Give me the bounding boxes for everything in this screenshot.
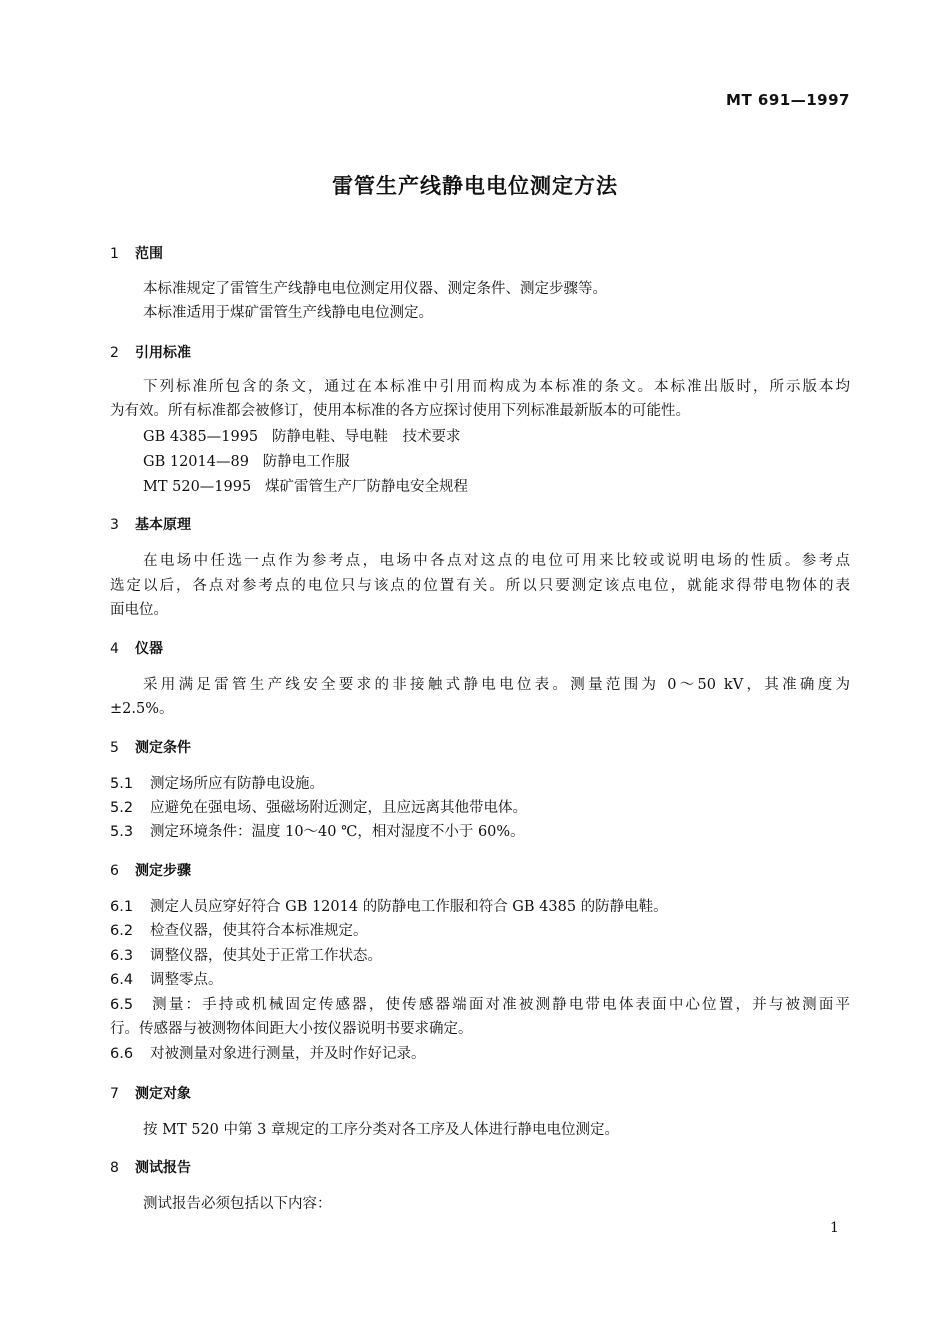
section-title: 基本原理 — [135, 517, 191, 533]
clause-number: 6.6 — [110, 1046, 134, 1062]
section-1-heading — [110, 243, 163, 263]
section-3-heading — [110, 514, 191, 534]
section-2-heading — [110, 342, 191, 362]
reference-item — [143, 425, 460, 449]
clause-text: 测定环境条件：温度 10～40 ℃，相对湿度不小于 60%。 — [150, 824, 525, 840]
section-title: 测定对象 — [135, 1086, 191, 1102]
clause-item — [110, 1042, 426, 1066]
section-2-line-1: 下列标准所包含的条文，通过在本标准中引用而构成为本标准的条文。本标准出版时，所示版本均 — [143, 379, 850, 395]
section-title: 测定步骤 — [135, 863, 191, 879]
section-title: 测试报告 — [135, 1160, 191, 1176]
section-title: 范围 — [135, 246, 163, 262]
section-number: 1 — [110, 246, 119, 262]
clause-number: 5.1 — [110, 776, 134, 792]
section-5-heading — [110, 737, 191, 757]
clause-number: 5.3 — [110, 824, 134, 840]
reference-item — [143, 450, 350, 474]
section-7-paragraph: 按 MT 520 中第 3 章规定的工序分类对各工序及人体进行静电电位测定。 — [143, 1122, 619, 1138]
clause-item — [110, 820, 525, 844]
clause-text: 测定场所应有防静电设施。 — [150, 776, 324, 792]
section-3-line-1: 在电场中任选一点作为参考点，电场中各点对这点的电位可用来比较或说明电场的性质。参考点 — [143, 553, 850, 569]
section-number: 2 — [110, 345, 119, 361]
section-1-paragraph-2: 本标准适用于煤矿雷管生产线静电电位测定。 — [143, 305, 433, 321]
clause-number: 6.2 — [110, 923, 134, 939]
clause-item — [110, 968, 223, 992]
page-number: 1 — [830, 1220, 839, 1236]
clause-item — [110, 919, 368, 943]
clause-number: 6.1 — [110, 899, 134, 915]
reference-name: 防静电鞋、导电鞋 技术要求 — [271, 429, 461, 445]
section-3-line-2: 选定以后，各点对参考点的电位只与该点的位置有关。所以只要测定该点电位，就能求得带电物体的表 — [110, 578, 850, 594]
clause-text: 应避免在强电场、强磁场附近测定，且应远离其他带电体。 — [150, 800, 527, 816]
clause-number: 6.5 — [110, 997, 134, 1013]
clause-number: 6.3 — [110, 948, 134, 964]
section-number: 4 — [110, 641, 119, 657]
clause-item — [110, 796, 527, 820]
clause-text: 调整仪器，使其处于正常工作状态。 — [150, 948, 382, 964]
reference-name: 防静电工作服 — [262, 454, 350, 470]
clause-number: 6.4 — [110, 972, 134, 988]
section-number: 7 — [110, 1086, 119, 1102]
clause-continuation: 行。传感器与被测物体间距大小按仪器说明书要求确定。 — [110, 1021, 473, 1037]
reference-name: 煤矿雷管生产厂防静电安全规程 — [265, 479, 469, 495]
section-4-line-1: 采用满足雷管生产线安全要求的非接触式静电电位表。测量范围为 0～50 kV，其准确度为 — [143, 677, 850, 693]
section-title: 引用标准 — [135, 345, 191, 361]
section-title: 测定条件 — [135, 740, 191, 756]
clause-text: 测定人员应穿好符合 GB 12014 的防静电工作服和符合 GB 4385 的防静电鞋。 — [150, 899, 668, 915]
clause-text: 检查仪器，使其符合本标准规定。 — [150, 923, 368, 939]
clause-text: 测量：手持或机械固定传感器，使传感器端面对准被测静电带电体表面中心位置，并与被测面平 — [150, 997, 850, 1013]
section-1-paragraph-1: 本标准规定了雷管生产线静电电位测定用仪器、测定条件、测定步骤等。 — [143, 281, 607, 297]
reference-code: MT 520—1995 — [143, 479, 252, 495]
section-number: 3 — [110, 517, 119, 533]
clause-text: 调整零点。 — [150, 972, 223, 988]
section-8-paragraph: 测试报告必须包括以下内容： — [143, 1196, 332, 1212]
clause-item — [110, 895, 668, 919]
document-title: 雷管生产线静电电位测定方法 — [332, 174, 618, 198]
section-6-heading — [110, 860, 191, 880]
section-7-heading — [110, 1083, 191, 1103]
standard-number: MT 691—1997 — [726, 91, 850, 109]
clause-number: 5.2 — [110, 800, 134, 816]
section-4-line-2: ±2.5%。 — [110, 701, 174, 717]
section-number: 6 — [110, 863, 119, 879]
clause-text: 对被测量对象进行测量，并及时作好记录。 — [150, 1046, 426, 1062]
clause-item — [110, 944, 382, 968]
section-2-line-2: 为有效。所有标准都会被修订，使用本标准的各方应探讨使用下列标准最新版本的可能性。 — [110, 403, 690, 419]
reference-item — [143, 475, 468, 499]
section-4-heading — [110, 638, 163, 658]
clause-item — [110, 772, 324, 796]
reference-code: GB 4385—1995 — [143, 429, 259, 445]
section-3-line-3: 面电位。 — [110, 602, 168, 618]
clause-item — [110, 993, 850, 1017]
section-number: 5 — [110, 740, 119, 756]
section-title: 仪器 — [135, 641, 163, 657]
reference-code: GB 12014—89 — [143, 454, 249, 470]
section-number: 8 — [110, 1160, 119, 1176]
section-8-heading — [110, 1157, 191, 1177]
